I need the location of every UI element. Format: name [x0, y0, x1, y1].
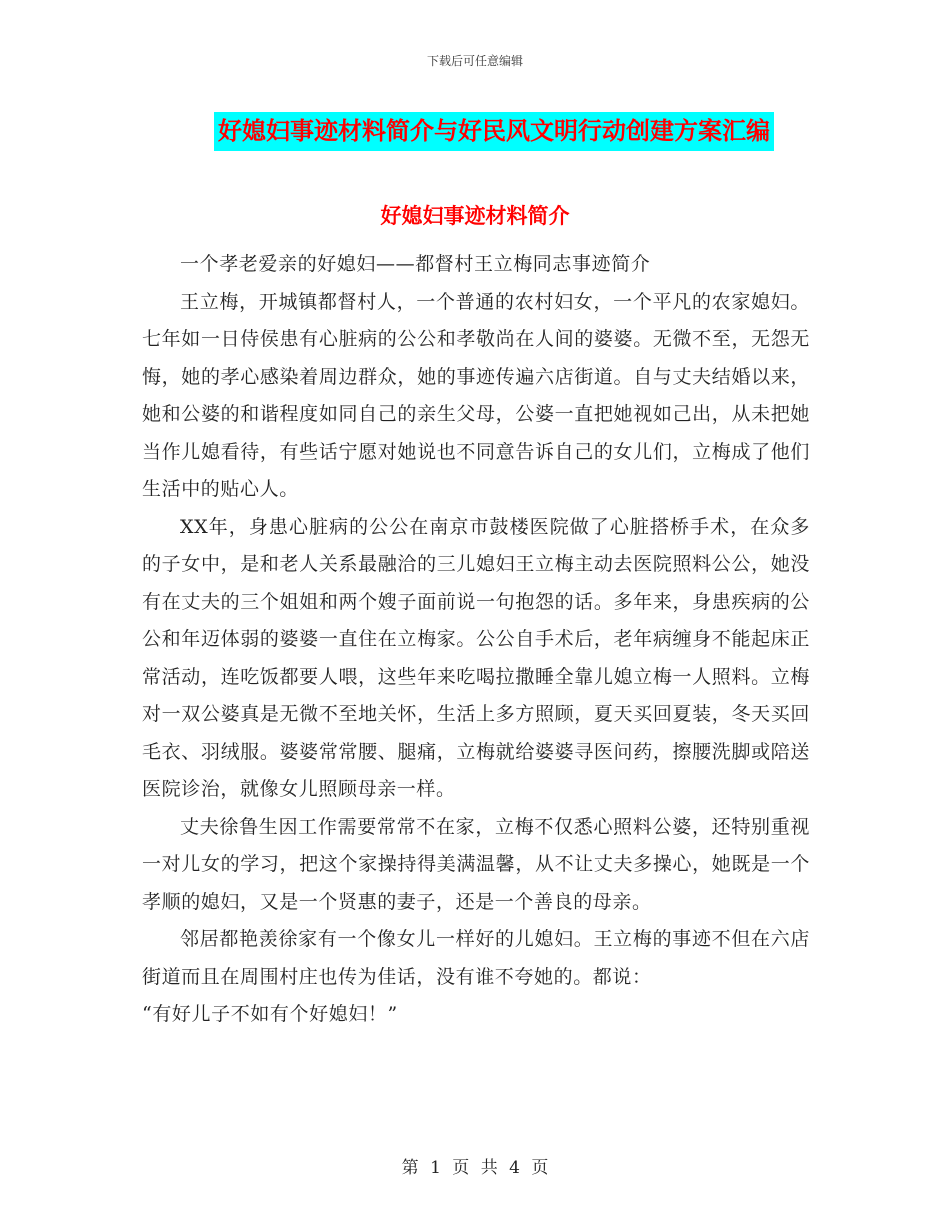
- paragraph: 王立梅，开城镇都督村人，一个普通的农村妇女，一个平凡的农家媳妇。七年如一日侍侯患有心脏病的公公和孝敬尚在人间的婆婆。无微不至，无怨无悔，她的孝心感染着周边群众，她的事迹传遍六店街道。自与丈夫结婚以来，她和公婆的和谐程度如同自己的亲生父母，公婆一直把她视如己出，从未把她当作儿媳看待，有些话宁愿对她说也不同意告诉自己的女儿们，立梅成了他们生活中的贴心人。: [142, 290, 810, 500]
- document-body: [142, 246, 810, 1034]
- page-header-note: 下载后可任意编辑: [426, 54, 523, 68]
- quote-line: “有好儿子不如有个好媳妇！”: [142, 1003, 398, 1025]
- page-number-footer: 第 1 页 共 4 页: [401, 1158, 549, 1178]
- section-title: 好媳妇事迹材料简介: [380, 204, 570, 228]
- document-title: 好媳妇事迹材料简介与好民风文明行动创建方案汇编: [214, 112, 774, 151]
- document-title-container: [0, 112, 950, 151]
- paragraph: XX年，身患心脏病的公公在南京市鼓楼医院做了心脏搭桥手术，在众多的子女中，是和老人关系最融洽的三儿媳妇王立梅主动去医院照料公公，她没有在丈夫的三个姐姐和两个嫂子面前说一句抱怨的话。多年来，身患疾病的公公和年迈体弱的婆婆一直住在立梅家。公公自手术后，老年病缠身不能起床正常活动，连吃饭都要人喂，这些年来吃喝拉撒睡全靠儿媳立梅一人照料。立梅对一双公婆真是无微不至地关怀，生活上多方照顾，夏天买回夏装，冬天买回毛衣、羽绒服。婆婆常常腰、腿痛，立梅就给婆婆寻医问药，擦腰洗脚或陪送医院诊治，就像女儿照顾母亲一样。: [142, 515, 810, 800]
- paragraph: 丈夫徐鲁生因工作需要常常不在家，立梅不仅悉心照料公婆，还特别重视一对儿女的学习，把这个家操持得美满温馨，从不让丈夫多操心，她既是一个孝顺的媳妇，又是一个贤惠的妻子，还是一个善良的母亲。: [142, 815, 810, 913]
- paragraph-subtitle: 一个孝老爱亲的好媳妇——都督村王立梅同志事迹简介: [180, 253, 651, 275]
- paragraph: 邻居都艳羡徐家有一个像女儿一样好的儿媳妇。王立梅的事迹不但在六店街道而且在周围村庄也传为佳话，没有谁不夸她的。都说：: [142, 928, 810, 988]
